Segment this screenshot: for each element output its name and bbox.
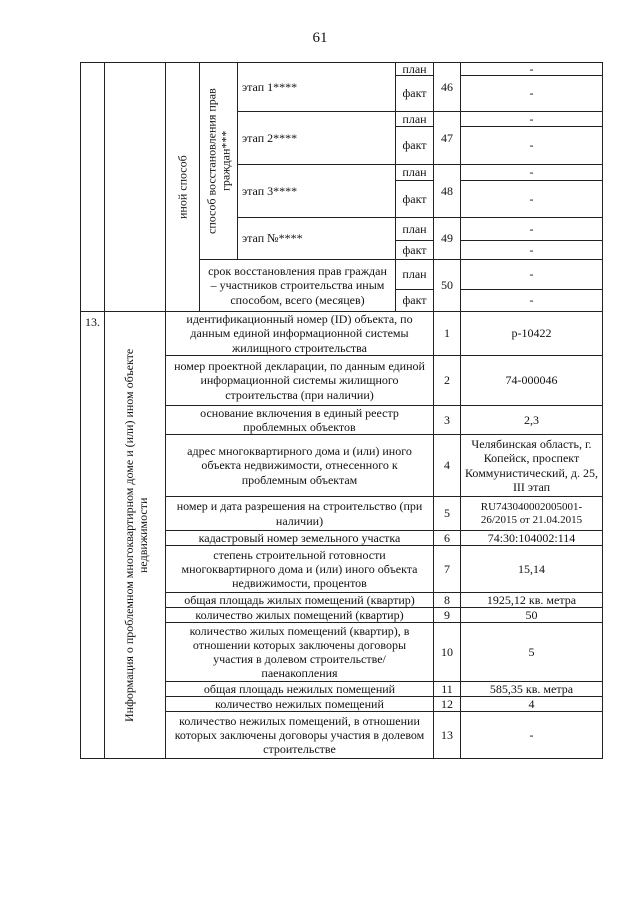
fact-value: - xyxy=(460,240,603,260)
row-label: количество жилых помещений (квартир), в отношении которых заключены договоры участия в долевом строительстве/паенакопления xyxy=(165,622,434,682)
stage-label: этап 2**** xyxy=(237,111,396,165)
row-value: 4 xyxy=(460,696,603,712)
row-value: 585,35 кв. метра xyxy=(460,681,603,697)
plan-label: план xyxy=(395,259,434,290)
section-number: 13. xyxy=(80,311,105,759)
row-number: 6 xyxy=(433,530,461,546)
row-label: кадастровый номер земельного участка xyxy=(165,530,434,546)
row-number: 5 xyxy=(433,496,461,531)
row-label: номер и дата разрешения на строительство (при наличии) xyxy=(165,496,434,531)
row-label: количество нежилых помещений xyxy=(165,696,434,712)
row-value: 15,14 xyxy=(460,545,603,593)
plan-value: - xyxy=(460,111,603,127)
term-label: срок восстановления прав граждан – участников строительства иным способом, всего (месяцев) xyxy=(199,259,396,312)
row-number: 2 xyxy=(433,355,461,406)
row-value: RU743040002005001-26/2015 от 21.04.2015 xyxy=(460,496,603,531)
row-label: идентификационный номер (ID) объекта, по данным единой информационной системы жилищного строительства xyxy=(165,311,434,356)
row-number: 7 xyxy=(433,545,461,593)
row-label: общая площадь жилых помещений (квартир) xyxy=(165,592,434,608)
row-number: 4 xyxy=(433,434,461,497)
row-number: 8 xyxy=(433,592,461,608)
fact-label: факт xyxy=(395,180,434,218)
fact-value: - xyxy=(460,180,603,218)
row-value: 74-000046 xyxy=(460,355,603,406)
row-number: 1 xyxy=(433,311,461,356)
row-value: 74:30:104002:114 xyxy=(460,530,603,546)
fact-label: факт xyxy=(395,240,434,260)
row-number: 48 xyxy=(433,164,461,218)
fact-value: - xyxy=(460,126,603,165)
row-value: 2,3 xyxy=(460,405,603,435)
row-number: 47 xyxy=(433,111,461,165)
section-vertical-label: Информация о проблемном многоквартирном доме и (или) ином объекте недвижимости xyxy=(121,348,150,722)
plan-value: - xyxy=(460,217,603,241)
fact-value: - xyxy=(460,75,603,112)
stage-label: этап 3**** xyxy=(237,164,396,218)
row-label: номер проектной декларации, по данным единой информационной системы жилищного строительства (при наличии) xyxy=(165,355,434,406)
row-number: 3 xyxy=(433,405,461,435)
row-label: адрес многоквартирного дома и (или) иного объекта недвижимости, отнесенного к проблемным объектам xyxy=(165,434,434,497)
row-number: 11 xyxy=(433,681,461,697)
page-number: 61 xyxy=(312,30,328,46)
row-number: 13 xyxy=(433,711,461,759)
fact-value: - xyxy=(460,289,603,312)
plan-value: - xyxy=(460,164,603,181)
row-number: 10 xyxy=(433,622,461,682)
fact-label: факт xyxy=(395,75,434,112)
plan-label: план xyxy=(395,111,434,127)
blank-col-2 xyxy=(104,62,166,312)
row-number: 50 xyxy=(433,259,461,312)
fact-label: факт xyxy=(395,126,434,165)
row-value: 5 xyxy=(460,622,603,682)
plan-value: - xyxy=(460,259,603,290)
row-label: количество нежилых помещений, в отношении которых заключены договоры участия в долевом строительстве xyxy=(165,711,434,759)
restore-label: способ восстановления прав граждан*** xyxy=(199,62,238,260)
plan-value: - xyxy=(460,62,603,76)
row-value: - xyxy=(460,711,603,759)
row-number: 46 xyxy=(433,62,461,112)
method-label: иной способ xyxy=(165,62,200,312)
row-label: количество жилых помещений (квартир) xyxy=(165,607,434,623)
row-label: степень строительной готовности многоквартирного дома и (или) иного объекта недвижимости, процентов xyxy=(165,545,434,593)
row-value: Челябинская область, г. Копейск, проспект Коммунистический, д. 25, III этап xyxy=(460,434,603,497)
blank-col-1 xyxy=(80,62,105,312)
stage-label: этап №**** xyxy=(237,217,396,260)
plan-label: план xyxy=(395,164,434,181)
stage-label: этап 1**** xyxy=(237,62,396,112)
fact-label: факт xyxy=(395,289,434,312)
row-value: 1925,12 кв. метра xyxy=(460,592,603,608)
plan-label: план xyxy=(395,62,434,76)
row-number: 49 xyxy=(433,217,461,260)
row-number: 12 xyxy=(433,696,461,712)
row-label: основание включения в единый реестр проблемных объектов xyxy=(165,405,434,435)
row-number: 9 xyxy=(433,607,461,623)
row-label: общая площадь нежилых помещений xyxy=(165,681,434,697)
plan-label: план xyxy=(395,217,434,241)
row-value: 50 xyxy=(460,607,603,623)
row-value: р-10422 xyxy=(460,311,603,356)
